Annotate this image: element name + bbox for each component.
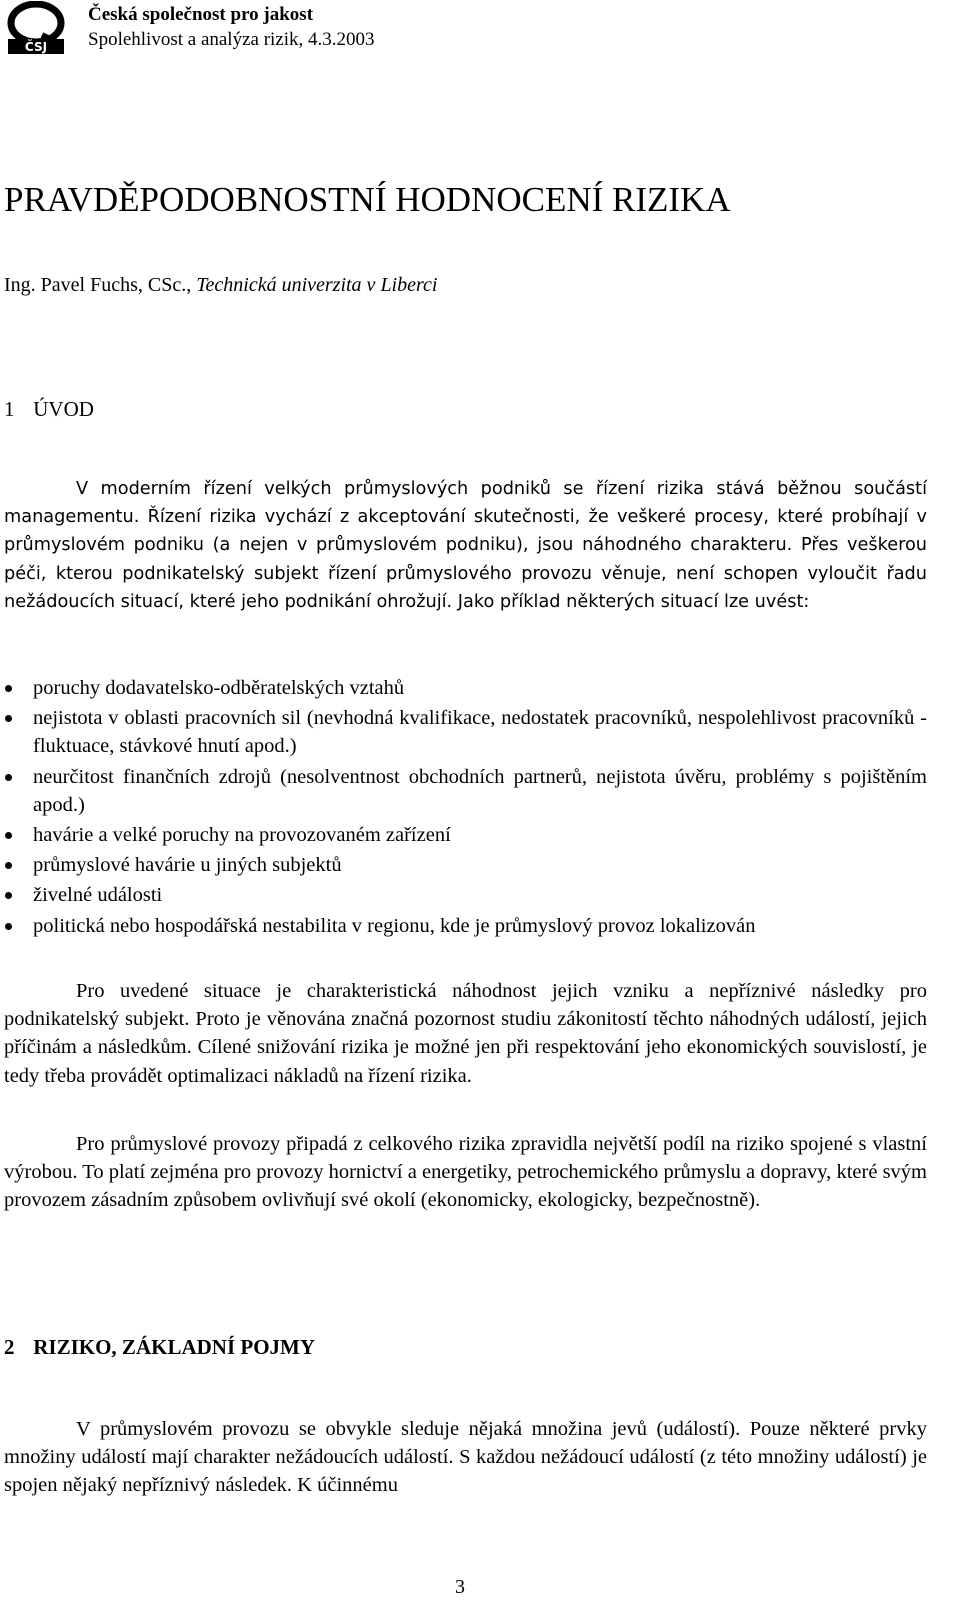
csj-logo: [6, 1, 66, 55]
bullet-icon: [5, 774, 12, 781]
paragraph-industrial: Pro průmyslové provozy připadá z celkového rizika zpravidla největší podíl na riziko spojené s vlastní výrobou. To platí zejména pro provozy hornictví a energetiky, petrochemického průmyslu a dopravy, které svým provozem zásadním způsobem ovlivňují své okolí (ekonomicky, ekologicky, bezpečnostně).: [4, 1133, 927, 1212]
bullet-icon: [5, 862, 12, 869]
section-title: ÚVOD: [33, 397, 94, 421]
section-number: 2: [4, 1335, 15, 1359]
author-affiliation: Technická univerzita v Liberci: [196, 274, 438, 296]
list-item: politická nebo hospodářská nestabilita v regionu, kde je průmyslový provoz lokalizován: [4, 912, 927, 940]
list-item: havárie a velké poruchy na provozovaném zařízení: [4, 821, 927, 849]
organization-name: Česká společnost pro jakost: [88, 4, 314, 25]
intro-paragraph: V moderním řízení velkých průmyslových podniků se řízení rizika stává běžnou součástí managementu. Řízení rizika vychází z akceptování skutečnosti, že veškeré procesy, které probíhají v průmyslovém podniku (a nejen v průmyslovém podniku), jsou náhodného charakteru. Přes veškerou péči, kterou podnikatelský subjekt řízení průmyslového provozu věnuje, není schopen vyloučit řadu nežádoucích situací, které jeho podnikání ohrožují. Jako příklad některých situací lze uvést:: [4, 479, 927, 612]
paragraph-risk-basics: V průmyslovém provozu se obvykle sleduje nějaká množina jevů (událostí). Pouze některé prvky množiny událostí mají charakter nežádoucích událostí. S každou nežádoucí událostí (z této množiny událostí) je spojen nějaký nepříznivý následek. K účinnému: [4, 1418, 927, 1497]
document-title: PRAVDĚPODOBNOSTNÍ HODNOCENÍ RIZIKA: [4, 180, 731, 219]
list-item: poruchy dodavatelsko-odběratelských vztahů: [4, 674, 927, 702]
bullet-icon: [5, 685, 12, 692]
author-name: Ing. Pavel Fuchs, CSc.,: [4, 274, 192, 296]
list-item: živelné události: [4, 881, 927, 909]
bullet-icon: [5, 892, 12, 899]
bullet-icon: [5, 832, 12, 839]
list-item: průmyslové havárie u jiných subjektů: [4, 851, 927, 879]
section-number: 1: [4, 397, 15, 421]
bullet-icon: [5, 923, 12, 930]
author-line: [4, 274, 437, 297]
section-heading-2: [4, 1335, 315, 1360]
situation-list: [4, 674, 927, 942]
section-heading-1: [4, 397, 94, 422]
paragraph-situations: Pro uvedené situace je charakteristická náhodnost jejich vzniku a nepříznivé následky pro podnikatelský subjekt. Proto je věnována značná pozornost studiu zákonitostí těchto náhodných událostí, jejich příčinám a následkům. Cílené snižování rizika je možné jen při respektování jeho ekonomických souvislostí, je tedy třeba provádět optimalizaci nákladů na řízení rizika.: [4, 980, 927, 1087]
page-number: 3: [455, 1576, 465, 1598]
page-header: [4, 0, 604, 60]
list-item: neurčitost finančních zdrojů (nesolventnost obchodních partnerů, nejistota úvěru, problémy s pojištěním apod.): [4, 763, 927, 819]
list-item: nejistota v oblasti pracovních sil (nevhodná kvalifikace, nedostatek pracovníků, nespolehlivost pracovníků - fluktuace, stávkové hnutí apod.): [4, 704, 927, 760]
event-line: Spolehlivost a analýza rizik, 4.3.2003: [88, 29, 375, 50]
bullet-icon: [5, 715, 12, 722]
logo-text: ČSJ: [24, 40, 48, 54]
section-title: RIZIKO, ZÁKLADNÍ POJMY: [33, 1335, 316, 1359]
